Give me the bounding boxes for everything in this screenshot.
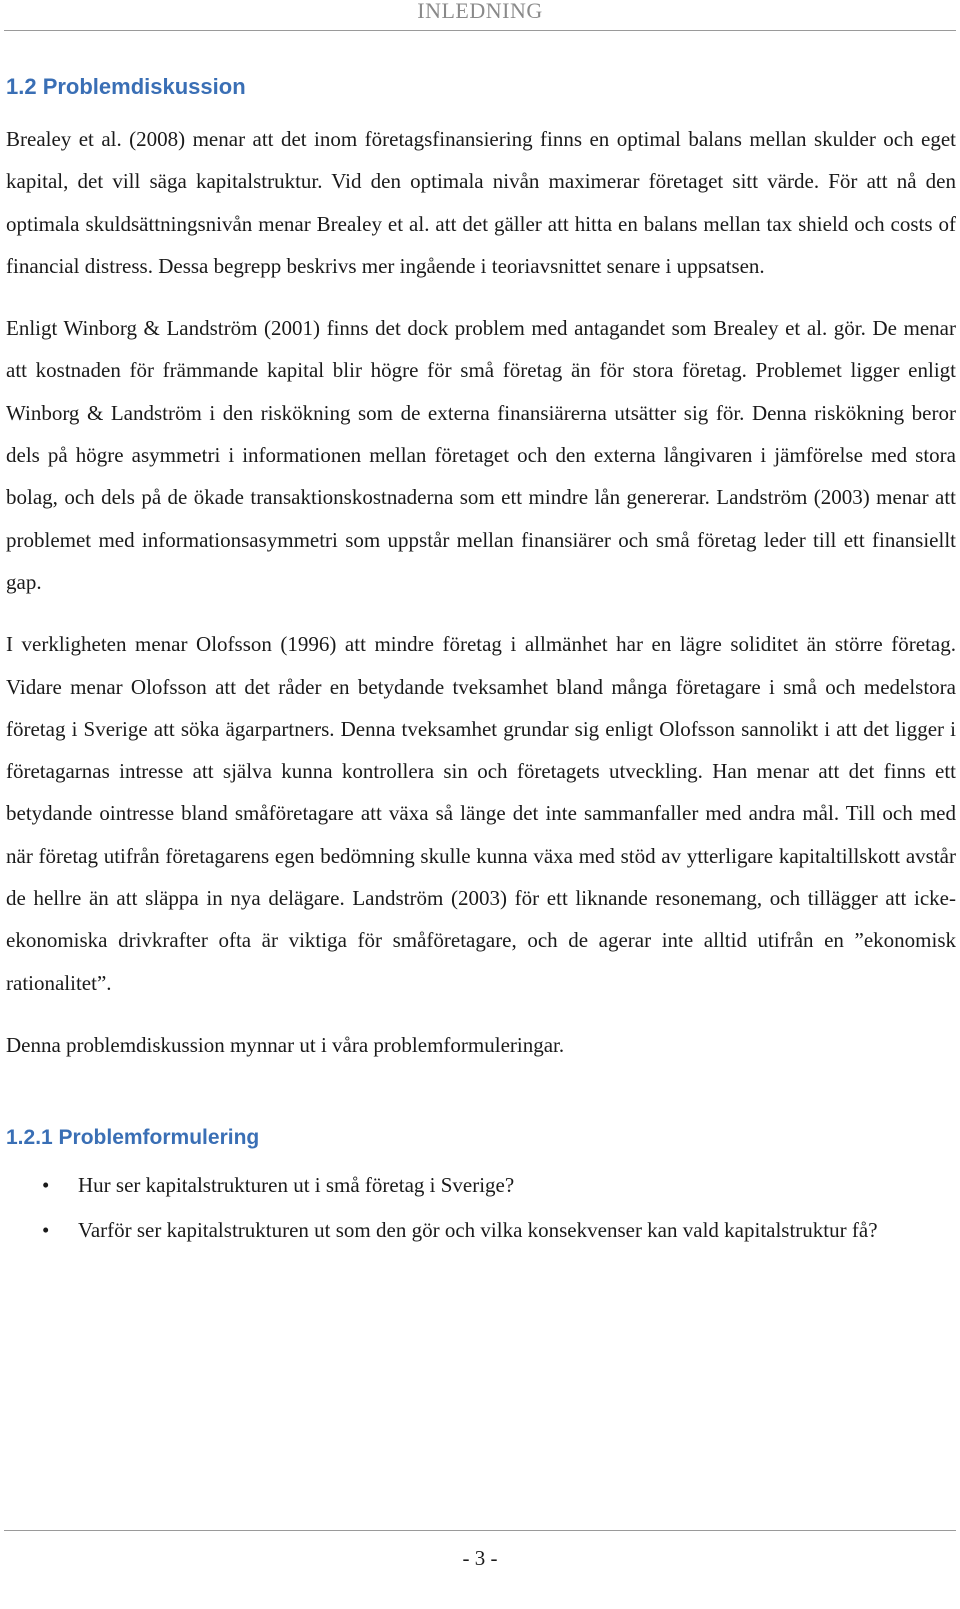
header-divider	[4, 30, 956, 31]
question-list	[6, 1164, 956, 1251]
question-text: Varför ser kapitalstrukturen ut som den gör och vilka konsekvenser kan vald kapitalstruktur få?	[78, 1217, 878, 1242]
running-title: INLEDNING	[417, 0, 543, 23]
bullet-icon: •	[42, 1173, 50, 1198]
paragraph-3: I verkligheten menar Olofsson (1996) att mindre företag i allmänhet har en lägre soliditet än större företag. Vidare menar Olofsson att det råder en betydande tveksamhet bland många företagare i små och medelstora företag i Sverige att söka ägarpartners. Denna tveksamhet grundar sig enligt Olofsson sannolikt i att det ligger i företagarnas intresse att själva kunna kontrollera sin och företagets utveckling. Han menar att det finns ett betydande ointresse bland småföretagare att växa så länge det inte sammanfaller med andra mål. Till och med när företag utifrån företagarens egen bedömning skulle kunna växa med stöd av ytterligare kapitaltillskott avstår de hellre än att släppa in nya delägare. Landström (2003) för ett liknande resonemang, och tillägger att icke-ekonomiska drivkrafter ofta är viktiga för småföretagare, och de agerar inte alltid utifrån en ”ekonomisk rationalitet”.	[6, 632, 956, 995]
bullet-icon: •	[42, 1217, 50, 1242]
question-item	[6, 1209, 956, 1252]
paragraph-4: Denna problemdiskussion mynnar ut i våra problemformuleringar.	[6, 1032, 565, 1057]
paragraph-2: Enligt Winborg & Landström (2001) finns det dock problem med antagandet som Brealey et al. gör. De menar att kostnaden för främmande kapital blir högre för små företag än för stora företag. Problemet ligger enligt Winborg & Landström i den riskökning som de externa finansiärerna utsätter sig för. Denna riskökning beror dels på högre asymmetri i informationen mellan företaget och den externa långivaren i jämförelse med stora bolag, och dels på de ökade transaktionskostnaderna som ett mindre lån genererar. Landström (2003) menar att problemet med informationsasymmetri som uppstår mellan finansiärer och små företag leder till ett finansiellt gap.	[6, 316, 956, 594]
paragraph-1: Brealey et al. (2008) menar att det inom företagsfinansiering finns en optimal balans mellan skulder och eget kapital, det vill säga kapitalstruktur. Vid den optimala nivån maximerar företaget sitt värde. För att nå den optimala skuldsättningsnivån menar Brealey et al. att det gäller att hitta en balans mellan tax shield och costs of financial distress. Dessa begrepp beskrivs mer ingående i teoriavsnittet senare i uppsatsen.	[6, 127, 956, 278]
paragraph-spacer	[6, 603, 956, 623]
question-text: Hur ser kapitalstrukturen ut i små företag i Sverige?	[78, 1173, 515, 1198]
page-footer	[0, 1530, 960, 1590]
section-spacer	[6, 1066, 956, 1118]
section-title: 1.2 Problemdiskussion	[6, 74, 246, 99]
paragraph-spacer	[6, 287, 956, 307]
page-number: - 3 -	[462, 1546, 498, 1570]
page-header	[0, 0, 960, 36]
subsection-title: 1.2.1 Problemformulering	[6, 1126, 260, 1150]
question-item	[6, 1164, 956, 1207]
document-body	[6, 68, 956, 1253]
paragraph-spacer	[6, 1004, 956, 1024]
footer-divider	[4, 1530, 956, 1531]
